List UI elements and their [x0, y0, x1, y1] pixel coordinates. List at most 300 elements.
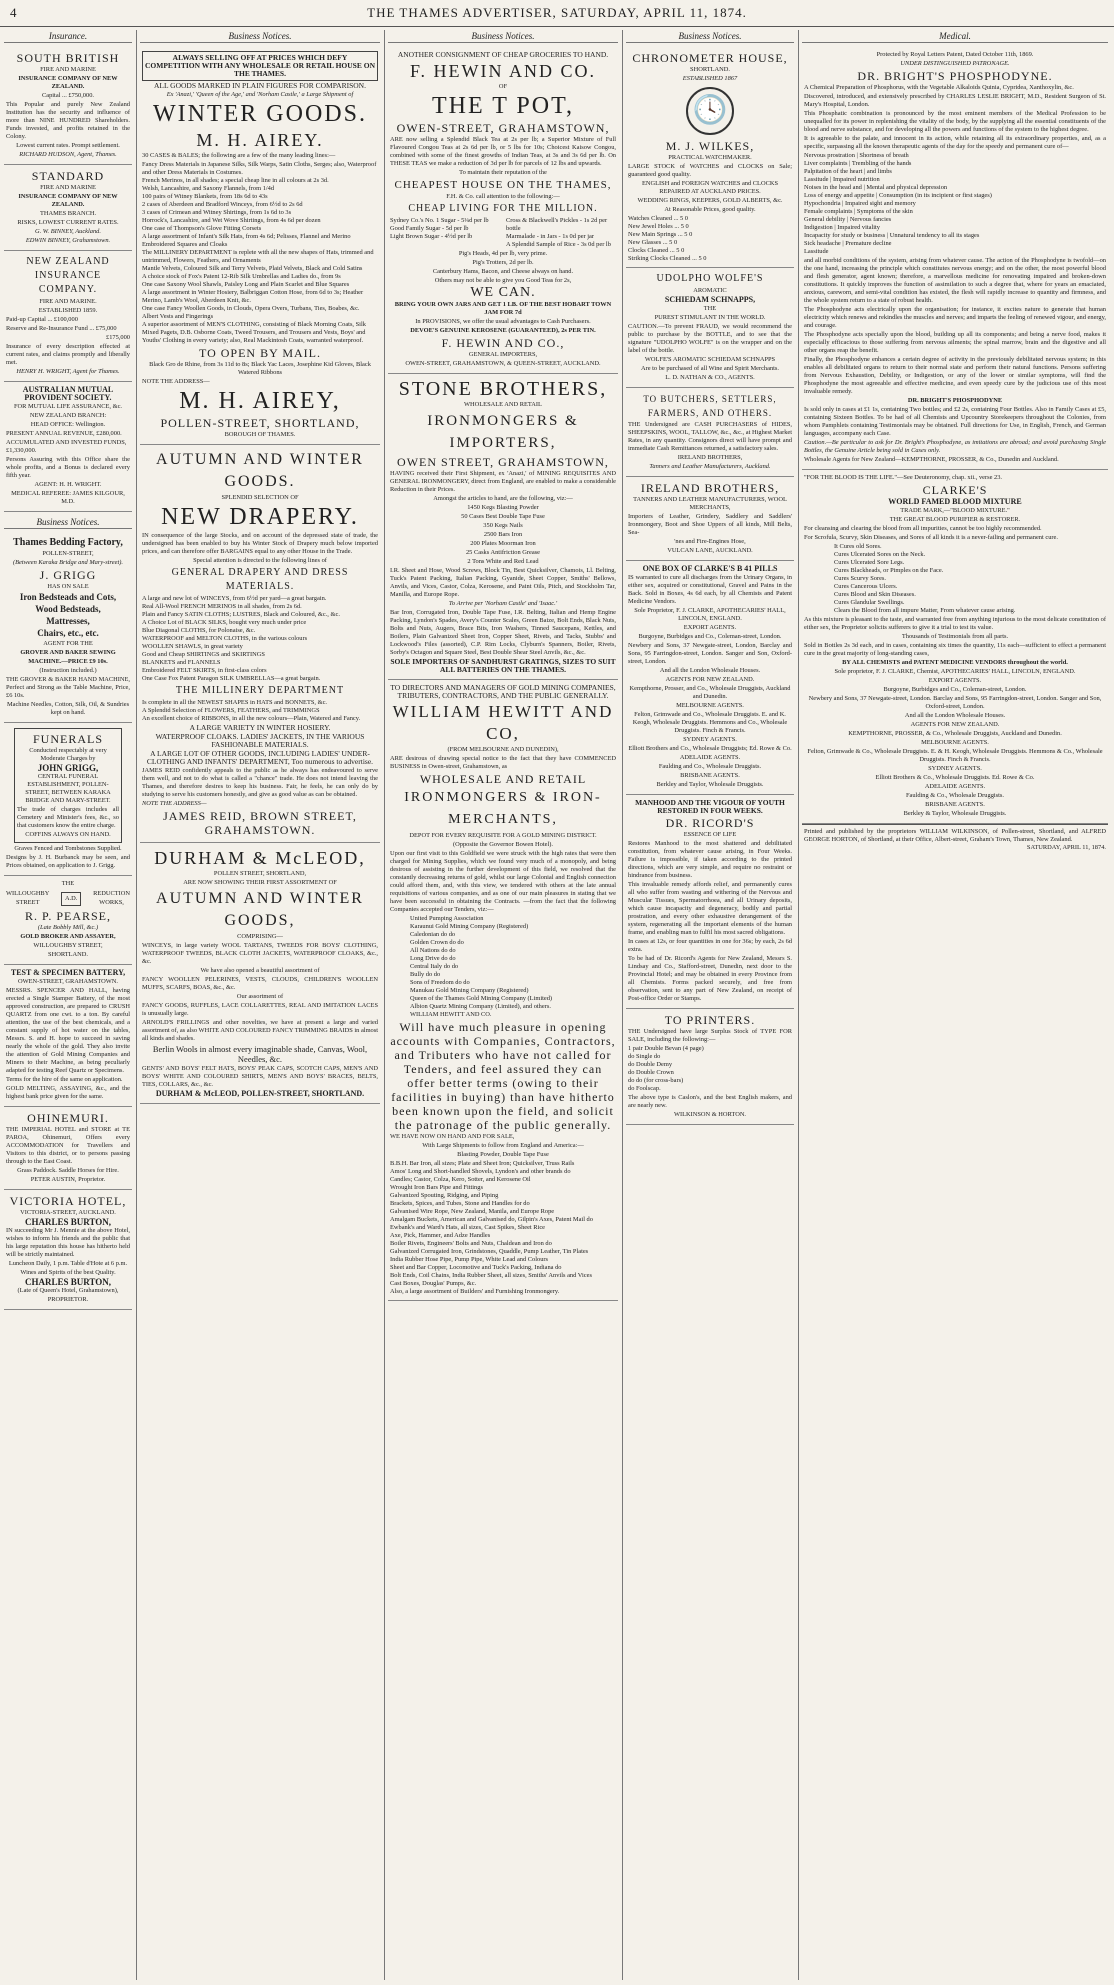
ad-line: BRING YOUR OWN JARS AND GET 1 LB. OF THE BEST HOBART TOWN JAM FOR 7d — [394, 301, 612, 316]
list-item: Golden Crown do do — [410, 939, 464, 946]
ad-body: Is sold only in cases at £1 1s, containing Two bottles; and £2 2s, containing Four Bottles. Also in Family Cases at £5, containing Sixteen Bottles. To be had of all Chemists and Upcountry Storekeepers throughout the Colonies, from whom Pamphlets containing Testimonials may be obtained. Full directions for Use, in English, French, and German languages, accompany each Case. — [804, 406, 1106, 437]
ad-line: And all the London Wholesale Houses. — [904, 712, 1006, 719]
ad-title: F. HEWIN AND CO., — [441, 336, 565, 350]
ad-title: FUNERALS — [32, 732, 103, 746]
ad-line: Grass Paddock. Saddle Horses for Hire. — [17, 1167, 119, 1174]
ad-title: TO PRINTERS. — [664, 1013, 756, 1027]
ad-line: Burgoyne, Burbidges and Co., Coleman-street, London. — [638, 633, 782, 640]
list-item: A Splendid Selection of FLOWERS, FEATHERS, and TRIMMINGS — [142, 707, 320, 714]
column-1 — [4, 30, 132, 1978]
list-item: do Double Crown — [628, 1069, 674, 1076]
ad-line: VICTORIA-STREET, AUCKLAND. — [20, 1209, 116, 1216]
list-item: An excellent choice of RIBBONS, in all the new colours—Plain, Watered and Fancy. — [142, 715, 361, 722]
ad-body: In cases at 12s, or four quantities in one for 36s; by each, 2s 6d extra. — [628, 938, 792, 953]
ad-line: Mattresses, — [46, 616, 90, 626]
ad-line: KEMPTHORNE, PROSSER, & Co., Wholesale Druggists, Auckland and Dunedin. — [848, 730, 1062, 737]
price-row: New Jewel Holes ... 5 0 — [628, 223, 689, 230]
ad-line: NEW ZEALAND BRANCH: — [29, 412, 107, 419]
ad-line: Canterbury Hams, Bacon, and Cheese always on hand. — [432, 268, 574, 275]
ad-line: OWEN-STREET, GRAHAMSTOWN, & QUEEN-STREET, AUCKLAND. — [405, 360, 601, 367]
column-5 — [802, 30, 1108, 1978]
section-heading: Insurance. — [4, 30, 132, 43]
ad-title: M. H. AIREY, — [179, 388, 341, 414]
list-item: Loss of energy and appetite | Consumption (in its incipient or first stages) — [804, 192, 992, 199]
funerals-box — [14, 728, 122, 843]
ad-line: Lowest current rates. Prompt settlement. — [16, 142, 120, 149]
ad-line: AGENTS FOR NEW ZEALAND. — [665, 676, 755, 683]
list-item: Palpitation of the heart | and limbs — [804, 168, 892, 175]
ad-line: MACHINE.—PRICE £9 10s. — [28, 658, 108, 665]
ad-line: TANNERS AND LEATHER MANUFACTURERS, WOOL MERCHANTS, — [633, 496, 787, 511]
ad-line: THE GREAT BLOOD PURIFIER & RESTORER. — [889, 516, 1021, 523]
ad-line: TO OPEN BY MAIL. — [198, 346, 321, 360]
section-heading: Business Notices. — [140, 30, 380, 43]
list-item: One case Fancy Woollen Goods, in Clouds, Opera Overs, Turbans, Ties, Boabes, &c. — [142, 305, 360, 312]
newspaper-title: THE THAMES ADVERTISER, SATURDAY, APRIL 11, 1874. — [367, 5, 747, 20]
ad-line: Wines and Spirits of the best Quality. — [20, 1269, 116, 1276]
ad-line: Luncheon Daily, 1 p.m. Table d'Hote at 6 p.m. — [8, 1260, 128, 1267]
ad-line: Elliott Brothers & Co., Wholesale Druggists. Ed. Rowe & Co. — [875, 774, 1035, 781]
list-item: Liver complaints | Trembling of the hands — [804, 160, 912, 167]
ad-ireland-brothers — [626, 477, 794, 561]
list-item: A large assortment of Infant's Silk Hats, from 4s 6d; Pelisses, Flannel and Merino Embroidered Squares and Cloaks — [142, 233, 351, 248]
price-table — [390, 217, 616, 249]
ad-body: Importers of Leather, Grindery, Saddlery and Saddlers' Ironmongery, Boot and Shoe Uppers of all kinds, Mill Belts, Sea- — [628, 513, 792, 536]
list-item: do Foolscap. — [628, 1085, 661, 1092]
ad-standard — [4, 165, 132, 251]
ad-line: OWEN STREET, GRAHAMSTOWN, — [397, 455, 609, 469]
stock-list — [390, 1160, 616, 1296]
ad-title: STANDARD — [31, 169, 105, 183]
ad-line: SYDNEY AGENTS. — [683, 736, 737, 743]
list-item: Welsh, Lancashire, and Saxony Flannels, from 1/4d — [142, 185, 275, 192]
column-4 — [626, 30, 794, 1978]
ad-title: AUTUMN AND WINTER GOODS, — [156, 890, 364, 929]
ad-line: CHARLES BURTON, — [24, 1277, 112, 1287]
list-item: Cures Blood and Skin Diseases. — [834, 591, 916, 598]
ad-line: £175,000 — [106, 334, 130, 341]
ad-line: Conducted respectably at very Moderate Charges by — [29, 747, 107, 762]
ad-line: ESSENCE OF LIFE — [683, 831, 737, 838]
list-item: One Case Fox Patent Paragon SILK UMBRELLAS—a great bargain. — [142, 675, 321, 682]
ad-line: In PROVISIONS, we offer the usual advantages to Cash Purchasers. — [415, 318, 591, 325]
ad-title: DURHAM & McLEOD, — [154, 848, 366, 868]
list-item: India Rubber Hose Pipe, Pump Pipe, White Lead and Colours — [390, 1256, 549, 1263]
list-item: Cures Ulcerated Sore Legs. — [834, 559, 905, 566]
list-item: One case of Thompson's Glove Fitting Corsets — [142, 225, 262, 232]
ad-line: IRELAND BROTHERS, — [677, 454, 743, 461]
ad-line: To maintain their reputation of the — [459, 169, 547, 176]
ad-line: L. D. NATHAN & CO., AGENTS. — [665, 374, 755, 381]
ad-line: BOROUGH OF THAMES. — [224, 431, 296, 438]
ad-body: GOLD MELTING, ASSAYING, &c., and the highest bank price given for the same. — [6, 1085, 130, 1100]
list-item: 25 Casks Antifriction Grease — [465, 549, 540, 556]
ad-title: NEW DRAPERY. — [161, 504, 359, 530]
ad-airey-winter-goods — [140, 47, 380, 445]
ad-line: Kempthorne, Prosser, and Co., Wholesale Druggists, Auckland and Dunedin. — [629, 685, 791, 700]
ad-line: Sole proprietor, F. J. CLARKE, Chemist, APOTHECARIES' HALL, LINCOLN, ENGLAND. — [834, 668, 1076, 675]
ad-line: Protected by Royal Letters Patent, Dated October 11th, 1869. — [876, 51, 1034, 58]
ad-line: (Instruction included.) — [39, 667, 97, 674]
ad-line: Felton, Grimwade & Co., Wholesale Druggists. E. & H. Keogh, Wholesale Druggists. Hemmons & Co., Wholesale Druggists. Finch & Francis. — [807, 748, 1103, 763]
ad-line: COFFINS ALWAYS ON HAND. — [25, 831, 111, 838]
ad-body: Insurance of every description effected at current rates, and claims promptly and liberally met. — [6, 343, 130, 366]
ad-line: Newbery and Sons, 37 Newgate-street, London. Barclay and Sons, 95 Farringdon-street, London. Sanger and Son, Oxford-street, London. — [808, 695, 1102, 710]
ad-line: DEPOT FOR EVERY REQUISITE FOR A GOLD MINING DISTRICT. — [409, 832, 597, 839]
price-column — [506, 217, 616, 249]
list-item: General debility | Nervous fancies — [804, 216, 892, 223]
ad-body: This Phosphatic combination is pronounced by the most eminent members of the Medical Profession to be unequalled for its power in replenishing the vitality of the body, by the supplying all the essential constituents of the blood and nerve substance, and for developing all the powers and functions of the system to the highest degree. — [804, 110, 1106, 133]
ad-south-british — [4, 47, 132, 165]
ad-title: Will have much pleasure in opening accounts with Companies, Contractors, and Tributers who have not called for Tenders, and feel assured they can offer better terms (owing to their facilities in buying) than have hitherto been known upon the field, and solicit the patronage of the public generally. — [390, 1020, 616, 1132]
list-item: Good and Cheap SHIRTINGS and SKIRTINGS — [142, 651, 265, 658]
list-item: Albion Quartz Mining Company (Limited), and others. — [410, 1003, 551, 1010]
ad-line: OF — [498, 83, 508, 90]
list-item: Blue Diagonal CLOTHS, for Polonaise, &c. — [142, 627, 256, 634]
ad-line: BRISBANE AGENTS. — [680, 772, 740, 779]
ad-line: Chairs, etc., etc. — [37, 628, 99, 638]
ad-body: The Phosphodyne acts electrically upon the organisation; for instance, it excites nature to generate that human electricity which renews and rekindles the muscles and nerves; and imparts the feeling of renewed vigour, and energy, and courage. — [804, 306, 1106, 329]
list-item: Mantle Velvets, Coloured Silk and Terry Velvets, Plaid Velvets, Black and Cold Satins — [142, 265, 363, 272]
ad-line: POLLEN-STREET, SHORTLAND, — [160, 416, 360, 430]
list-item: WATERPROOF and MELTON CLOTHS, in the various colours — [142, 635, 308, 642]
column-rule — [136, 30, 137, 1980]
ad-line: ENGLISH and FOREIGN WATCHES and CLOCKS REPAIRED AT AUCKLAND PRICES. — [641, 180, 779, 195]
ad-line: HAS ON SALE — [47, 583, 89, 590]
works-banner — [6, 889, 130, 908]
list-item: Long Drive do do — [410, 955, 456, 962]
ad-title: CHRONOMETER HOUSE, — [632, 51, 788, 65]
ad-line: WATERPROOF CLOAKS. LADIES' JACKETS, IN THE VARIOUS FASHIONABLE MATERIALS. — [155, 732, 365, 749]
ad-ricord-essence — [626, 795, 794, 1009]
ad-line: J. GRIGG — [39, 568, 97, 582]
ad-body: This Popular and purely New Zealand Institution has the security and influence of more than NINE HUNDRED Shareholders. Funds invested, and profits retained in the Colony. — [6, 101, 130, 140]
list-item: A superior assortment of MEN'S CLOTHING, consisting of Black Morning Coats, Silk Mixed Pagets, D.B. Osborne Coats, Tweed Trousers, and Trousers and Vests, Boys' and Youths' Clothing in every variety; also, Real Mackintosh Coats, warranted waterproof. — [142, 321, 366, 344]
ad-line: POLLEN STREET, SHORTLAND, — [213, 870, 307, 877]
ad-line: Our assortment of — [236, 993, 284, 1000]
list-item: do Double Demy — [628, 1061, 673, 1068]
list-item: Amos' Long and Short-handled Shovels, Lyndon's and other brands do — [390, 1168, 571, 1175]
list-item: WOOLLEN SHAWLS, in great variety — [142, 643, 243, 650]
works-box-label: A.D. — [61, 892, 81, 906]
imprint-date: SATURDAY, APRIL 11, 1874. — [1026, 844, 1106, 851]
repair-price-list — [628, 215, 792, 263]
ad-line: VULCAN LANE, AUCKLAND. — [667, 547, 753, 554]
ad-wolfe-schnapps — [626, 268, 794, 388]
type-list — [628, 1045, 792, 1093]
list-item: Galvanised Wire Rope, New Zealand, Manila, and Europe Rope — [390, 1208, 555, 1215]
ad-line: EXPORT AGENTS. — [928, 677, 982, 684]
ad-title: IRONMONGERS & IRON-MERCHANTS, — [404, 790, 602, 827]
list-item: Noises in the head and | Mental and physical depression — [804, 184, 948, 191]
ad-line: SPLENDID SELECTION OF — [221, 494, 299, 501]
list-item: 2 cases of Aberdeen and Bradford Winceys, from 6½d to 2s 6d — [142, 201, 303, 208]
ad-title: SOUTH BRITISH — [16, 51, 120, 65]
column-rule — [798, 30, 799, 1980]
list-item: 1 pair Double Bevan (4 page) — [628, 1045, 704, 1052]
ad-banner: ALWAYS SELLING OFF AT PRICES WHICH DEFY COMPETITION WITH ANY WHOLESALE OR RETAIL HOUSE ON THE THAMES. — [142, 51, 378, 81]
ad-title: WHOLESALE AND RETAIL — [419, 772, 587, 786]
ad-body: MESSRS. SPENCER AND HALL, having erected a Single Stamper Battery, of the most approved construction, are prepared to CRUSH QUARTZ from one cwt. to a ton. By careful attention, the use of the best chemicals, and a constant supply of hot water on the tables, Messrs. S. and H. hope to succeed in saving nearly the whole of the gold. They also invite the attention of Gold Mining Companies and Miners to their Machine, as being peculiarly adapted for testing Reef Quartz or Specimens. — [6, 987, 130, 1074]
list-item: Manukau Gold Mining Company (Registered) — [410, 987, 529, 994]
list-item: Lassitude — [804, 248, 829, 255]
list-item: 350 Kegs Nails — [483, 522, 523, 529]
ad-body: Caution.—Be particular to ask for Dr. Bright's Phosphodyne, as imitations are abroad; and avoid purchasing Single Bottles, the Genuine Article being sold in Cases only. — [804, 439, 1106, 454]
ad-line: BRISBANE AGENTS. — [925, 801, 985, 808]
list-item: 2 Tons White and Red Lead — [467, 558, 539, 565]
ad-body: ARE desirous of drawing special notice to the fact that they have COMMENCED BUSINESS in Owen-street, Grahamstown, as — [390, 755, 616, 770]
ad-title: TO BUTCHERS, SETTLERS, FARMERS, AND OTHERS. — [643, 394, 777, 418]
ad-line: And all the London Wholesale Houses. — [659, 667, 761, 674]
ad-line: Amongst the articles to hand, are the following, viz:— — [433, 495, 573, 502]
list-item: Lassitude | Impaired nutrition — [804, 176, 880, 183]
price-row: Watches Cleaned ... 5 0 — [628, 215, 688, 222]
list-item: A choice stock of Fox's Patent 12-Rib Silk Umbrellas and Ladies do., from 9s — [142, 273, 341, 280]
reid-millinery-list — [142, 699, 378, 723]
ad-line: A LARGE VARIETY IN WINTER HOSIERY. — [189, 723, 331, 732]
ad-body: Upon our first visit to this Goldfield we were struck with the high rates that were then charged for Mining Supplies, which we found very much of a monopoly, and being desirous of assisting in the further development of this field, we resolved that the constantly decreasing returns of gold, whilst our large Colonial and English connection could afford them, and, with this view, we tendered with others at the late annual requisitions of various companies, and as one of our main pleasures in stating that we have been successful in obtaining the Contracts. —from the fact that the following Companies accepted our Tenders, viz:— — [390, 850, 616, 913]
ad-line: ARE NOW SHOWING THEIR FIRST ASSORTMENT OF — [183, 879, 337, 886]
list-item: Sick headache | Premature decline — [804, 240, 892, 247]
list-item: Indigestion | Impaired vitality — [804, 224, 880, 231]
ad-subtitle: CHEAP LIVING FOR THE MILLION. — [408, 203, 598, 214]
ad-line: DURHAM & McLEOD, POLLEN-STREET, SHORTLAND. — [155, 1089, 365, 1098]
ad-title: WINTER GOODS. — [153, 101, 367, 127]
list-item: 100 pairs of Witney Blankets, from 18s 6d to 43s — [142, 193, 268, 200]
ad-line: HEAD OFFICE: Wellington. — [30, 421, 106, 428]
ad-line: RISKS, LOWEST CURRENT RATES. — [17, 219, 119, 226]
ad-line: WILLOUGHBY STREET, — [33, 942, 103, 949]
ad-line: Sole Proprietor, F. J. CLARKE, APOTHECARIES' HALL, LINCOLN, ENGLAND. — [634, 607, 786, 622]
ad-line: Berlin Wools in almost every imaginable shade, Canvas, Wool, Needles, &c. — [152, 1044, 368, 1064]
ad-line: AROMATIC — [693, 287, 727, 294]
ad-line: F.H. & Co. call attention to the following:— — [446, 193, 560, 200]
printer-imprint — [802, 824, 1108, 855]
list-item: Albert Vests and Fingerings — [142, 313, 214, 320]
ad-line: PRESENT ANNUAL REVENUE, £280,000. — [6, 430, 122, 437]
ad-line: At Reasonable Prices, good quality. — [664, 206, 756, 213]
ad-line: FIRE AND MARINE — [40, 66, 96, 73]
ad-clarke-blood-mixture — [802, 470, 1108, 824]
ad-body: The trade of charges includes all Cemetery and Minister's fees, &c., so that customers know the entire charge. — [17, 806, 119, 829]
ad-body: For Scrofula, Scurvy, Skin Diseases, and Sores of all kinds it is a never-failing and permanent cure. — [804, 534, 1058, 541]
list-item: Bolt Ends, Coil Chains, India Rubber Sheet, all sizes, Smiths' Anvils and Vices — [390, 1272, 592, 1279]
ad-body: I.R. Sheet and Hose, Wood Screws, Block Tin, Best Quicksilver, Chamois, Ll. Belting, Tuck's Patent Packing, Italian Packing, Gyanide, Sheet Copper, Smiths' Bellows, Anvils, and Vices, Castor, Colza, Kerosene, and Paint Oils, Pitch, and Stockholm Tar, Manilla, and Europe Rope. — [390, 567, 616, 598]
ad-subtitle: CHEAPEST HOUSE ON THE THAMES, — [394, 179, 612, 191]
ad-body: HAVING received their First Shipment, ex 'Anazi,' of MINING REQUISITES AND GENERAL IRONMONGERY, direct from England, are enabled to make a considerable Reduction in their Prices. — [390, 470, 616, 493]
ad-line: Others may not be able to give you Good Teas for 2s, — [434, 277, 572, 284]
ad-title: Thames Bedding Factory, — [13, 537, 123, 548]
ad-signature: HENRY H. WRIGHT, Agent for Thames. — [16, 368, 120, 375]
ad-body: THE IMPERIAL HOTEL and STORE at TE PAROA, Ohinemuri, Offers every ACCOMMODATION for Travellers and Visitors to this district, or to persons passing through to the East Coast. — [6, 1126, 130, 1165]
ad-line: WEDDING RINGS, KEEPERS, GOLD ALBERTS, &c. — [637, 197, 783, 204]
list-item: Cures Scurvy Sores. — [834, 575, 887, 582]
ad-line: MELBOURNE AGENTS. — [676, 702, 744, 709]
ad-line: UNDER DISTINGUISHED PATRONAGE. — [900, 60, 1010, 67]
ad-line: AGENTS FOR NEW ZEALAND. — [910, 721, 1000, 728]
list-item: Queen of the Thames Gold Mining Company (Limited) — [410, 995, 553, 1002]
masthead — [0, 0, 1114, 27]
ad-line: NOTE THE ADDRESS— — [142, 378, 210, 385]
list-item: Cures Cancerous Ulcers. — [834, 583, 898, 590]
ad-line: INSURANCE COMPANY OF NEW ZEALAND. — [18, 193, 118, 208]
list-item: Amalgam Buckets, American and Galvanised do, Gilpin's Axes, Patent Mail do — [390, 1216, 593, 1223]
list-item: United Pumping Association — [410, 915, 484, 922]
ad-line: Wood Bedsteads, — [35, 604, 101, 614]
ad-line: Reserve and Re-Insurance Fund ... £75,000 — [6, 325, 117, 332]
ad-body: Restores Manhood to the most shattered and debilitated constitution, from whatever cause arising, in Four Weeks. Failure is impossible, if taken according to the printed directions, which are very simple, and require no restraint or hindrance from business. — [628, 840, 792, 879]
ad-line: REDUCTION — [93, 890, 130, 897]
ad-line: Graves Fenced and Tombstones Supplied. — [14, 845, 122, 852]
ad-line: JOHN GRIGG, — [37, 763, 99, 773]
section-heading: Medical. — [802, 30, 1108, 43]
ad-line: SHORTLAND. — [690, 66, 730, 73]
ad-line: BY ALL CHEMISTS and PATENT MEDICINE VENDORS throughout the world. — [842, 659, 1068, 666]
ad-line: NOTE THE ADDRESS— — [142, 800, 207, 807]
ad-body: FANCY GOODS, RUFFLES, LACE COLLARETTES, REAL AND IMITATION LACES is unusually large. — [142, 1002, 378, 1017]
ad-body: WE HAVE NOW ON HAND AND FOR SALE, — [390, 1133, 515, 1140]
list-item: Plain and Fancy SATIN CLOTHS; LUSTRES, Black and Coloured, &c., &c. — [142, 611, 340, 618]
price-column — [390, 217, 500, 249]
list-item: A large and new lot of WINCEYS, from 6½d per yard—a great bargain. — [142, 595, 327, 602]
ad-title: M. J. WILKES, — [665, 139, 755, 153]
ad-line: OWEN-STREET, GRAHAMSTOWN, — [396, 121, 610, 135]
list-item: Cures Blackheads, or Pimples on the Face. — [834, 567, 944, 574]
reid-item-list — [142, 595, 378, 683]
ad-title: IRELAND BROTHERS, — [640, 481, 780, 495]
ad-subtitle: GENERAL DRAPERY AND DRESS MATERIALS. — [171, 567, 349, 592]
ad-subtitle: THE MILLINERY DEPARTMENT — [175, 685, 345, 696]
price-row: Light Brown Sugar - 4½d per lb — [390, 233, 473, 240]
ad-line: SHORTLAND. — [48, 951, 88, 958]
list-item: B.B.H. Bar Iron, all sizes; Plate and Sheet Iron; Quicksilver, Truss Rails — [390, 1160, 575, 1167]
ad-title: DR. BRIGHT'S PHOSPHODYNE. — [857, 69, 1053, 83]
column-2 — [140, 30, 380, 1978]
list-item: Caledonian do do — [410, 931, 456, 938]
ad-william-hewitt — [388, 680, 618, 1301]
list-item: WILLIAM HEWITT AND CO. — [410, 1011, 492, 1018]
ad-body: THE Undersigned have large Surplus Stock of TYPE FOR SALE, including the following:— — [628, 1028, 792, 1043]
ad-title: THE T POT, — [431, 93, 574, 119]
ad-line: Blasting Powder, Double Tape Fuse — [457, 1151, 549, 1158]
list-item: The MILLINERY DEPARTMENT is replete with all the new shapes of Hats, trimmed and untrimmed, Flowers, Feathers, and Ornaments — [142, 249, 374, 264]
ad-clarke-pills — [626, 561, 794, 795]
ad-line: COMPRISING— — [237, 933, 283, 940]
ad-line: Faulding & Co., Wholesale Druggists. — [905, 792, 1005, 799]
ad-line: Thousands of Testimonials from all parts. — [901, 633, 1009, 640]
ad-line: MELBOURNE AGENTS. — [921, 739, 989, 746]
ad-line: WORKS, — [99, 899, 124, 906]
ad-title: VICTORIA HOTEL, — [9, 1194, 127, 1208]
ad-line: SOLE IMPORTERS OF SANDHURST GRATINGS, SIZES TO SUIT ALL BATTERIES ON THE THAMES. — [390, 657, 616, 674]
ad-line: Elliott Brothers and Co., Wholesale Druggists; Ed. Rowe & Co. — [628, 745, 792, 752]
ad-title: R. P. PEARSE, — [24, 909, 112, 923]
list-item: Cures Glandular Swellings. — [834, 599, 905, 606]
ad-line: GOLD BROKER AND ASSAYER, — [20, 933, 116, 940]
column-rule — [384, 30, 385, 1980]
list-item: Cast Boxes, Douglas' Pumps, &c. — [390, 1280, 477, 1287]
list-item: Bully do do — [410, 971, 441, 978]
section-heading: Business Notices. — [388, 30, 618, 43]
ad-line: WILKINSON & HORTON. — [673, 1111, 747, 1118]
ad-line: Burgoyne, Burbidges and Co., Coleman-street, London. — [883, 686, 1027, 693]
ad-body: and all morbid conditions of the system, arising from whatever cause. The action of the Phosphodyne is twofold—on the one hand, increasing the principle which constitutes nervous energy; and on the other, the most powerful blood and flesh generator, agent known; therefore, a marvellous medicine for renovating impaired and broken-down constitutions. It quickly improves the function of assimilation to such a degree that, where for years an emaciated, anxious, careworn, and semi-vital condition has existed, the flesh will rapidly increase to quantity and firmness, and the whole system return to a state of robust health. — [804, 257, 1106, 304]
list-item: Sheet and Bar Copper, Locomotive and Tuck's Packing, Indiana do — [390, 1264, 562, 1271]
ad-line: CENTRAL FUNERAL ESTABLISHMENT, POLLEN-STREET, BETWEEN KARAKA BRIDGE AND MARY-STREET. — [25, 773, 111, 804]
ad-body: ARNOLD'S FRILLINGS and other novelties, we have at present a large and varied assortment of, as also WHITE AND COLOURED FANCY TRIMMING BRAIDS in almost all kinds and shades. — [142, 1019, 378, 1042]
price-row: Sydney Co.'s No. 1 Sugar - 5¼d per lb — [390, 217, 489, 224]
ad-line: 30 CASES & BALES; the following are a few of the many leading lines:— — [142, 152, 336, 159]
ad-body: IS warranted to cure all discharges from the Urinary Organs, in either sex, acquired or constitutional, Gravel and Pains in the Back. Sold in Boxes, 4s 6d each, by all Chemists and Patent Medicine Vendors. — [628, 574, 792, 605]
ad-title: IRONMONGERS & IMPORTERS, — [427, 413, 579, 451]
list-item: Axe, Pick, Hammer, and Adze Handles — [390, 1232, 491, 1239]
list-item: Ewbank's and Ward's Hats, all sizes, Cast Spikes, Sheet Rice — [390, 1224, 546, 1231]
ad-hewin-t-pot — [388, 47, 618, 374]
ad-body: WINCEYS, in large variety WOOL TARTANS, TWEEDS FOR BOYS' CLOTHING, WATERPROOF TWEEDS, BLACK CLOTH JACKETS, WATERPROOF CLOAKS, &c., &c. — [142, 942, 378, 965]
ad-funerals — [4, 723, 132, 876]
list-item: Fancy Dress Materials in Japanese Silks, Silk Warps, Satin Cloths, Serges; also, Waterproof and other Dress Materials in Costumes. — [142, 161, 377, 176]
ad-title: F. HEWIN AND CO. — [409, 61, 597, 81]
ad-line: Special attention is directed to the following lines of — [193, 557, 327, 564]
ad-durham-mcleod — [140, 843, 380, 1104]
ad-line: (Late Bobbly Mill, &c.) — [37, 924, 99, 931]
ad-line: PUREST STIMULANT IN THE WORLD. — [654, 314, 766, 321]
list-item: It Cures old Sores. — [834, 543, 882, 550]
list-item: Hypochondria | Impaired sight and memory — [804, 200, 916, 207]
ad-body: It is agreeable to the palate, and innocent in its action, while retaining all its extraordinary properties, and, as a specific, surpassing all the known therapeutic agents of the day for the speedy and permanent cure of— — [804, 135, 1106, 150]
ad-line: AGENT FOR THE — [43, 640, 93, 647]
ad-title: WILLIAM HEWITT AND CO, — [392, 702, 614, 743]
ad-body: For cleansing and clearing the blood from all impurities, cannot be too highly recommended. — [804, 525, 1042, 532]
ad-line: G. W. BINNEY, Auckland. — [35, 228, 101, 235]
ad-title: AUSTRALIAN MUTUAL PROVIDENT SOCIETY. — [22, 385, 114, 402]
section-heading: Business Notices. — [626, 30, 794, 43]
ad-line: GROVER AND BAKER SEWING — [20, 649, 116, 656]
ad-body: The above type is Caslon's, and the best English makers, and are nearly new. — [628, 1094, 792, 1109]
list-item: Clears the Blood from all impure Matter, From whatever cause arising. — [834, 607, 1016, 614]
ad-reduction-works — [4, 876, 132, 965]
ad-line: Pig's Heads, 4d per lb, very prime. — [458, 250, 548, 257]
list-item: 3 cases of Crimean and Witney Shirtings, from 1s 6d to 3s — [142, 209, 292, 216]
ad-test-battery — [4, 965, 132, 1107]
ad-victoria-hotel — [4, 1190, 132, 1310]
ad-title: WORLD FAMED BLOOD MIXTURE — [888, 497, 1022, 506]
price-row: New Glasses ... 5 0 — [628, 239, 678, 246]
ad-line: We have also opened a beautiful assortment of — [200, 967, 320, 974]
ad-amp-society — [4, 382, 132, 512]
ad-line: (Between Karaka Bridge and Mary-street). — [13, 559, 123, 566]
ad-body: Designs by J. H. Burbanck may be seen, and Prices obtained, on application to J. Grigg. — [6, 854, 130, 869]
ad-title: ONE BOX OF CLARKE'S B 41 PILLS — [642, 564, 778, 573]
ad-line: THE — [61, 880, 75, 887]
ad-ohinemuri — [4, 1107, 132, 1190]
ad-line: POLLEN-STREET, — [42, 550, 94, 557]
ad-body: To be had of Dr. Ricord's Agents for New Zealand, Messrs S. Lindsay and Co., Stafford-street, Dunedin, next door to the Provincial Hotel; and may be obtained in every Province from all Chemists. Forms packed securely, and free from observation, sent to any part of New Zealand, on receipt of Post-office Order or Stamps. — [628, 955, 792, 1002]
ad-body: THE Undersigned are CASH PURCHASERS of HIDES, SHEEPSKINS, WOOL, TALLOW, &c., &c., at Highest Market Rates, in any quantity. Consignors direct will have prompt and immediate Cash Remittances returned, a satisfactory sales. — [628, 421, 792, 452]
ad-body: The Phosphodyne acts specially upon the blood, building up all its components; and being a nerve food, makes it especially efficacious to those suffering from nervous ailments; the spinal marrow, brain and the digestive and all other organs reap the benefit. — [804, 331, 1106, 354]
ad-line: SCHIEDAM SCHNAPPS, — [664, 295, 756, 304]
ad-body: IN succeeding Mr J. Mennie at the above Hotel, wishes to inform his friends and the public that his large reputation this house has hitherto held will be strictly maintained. — [6, 1227, 130, 1258]
list-item: One case Saxony Wool Shawls, Paisley Long and Plain Scarlet and Blue Squares — [142, 281, 350, 288]
ad-line: THAMES BRANCH. — [39, 210, 97, 217]
ad-line: Machine Needles, Cotton, Silk, Oil, & Sundries kept on hand. — [6, 701, 130, 716]
list-item: Cures Ulcerated Sores on the Neck. — [834, 551, 926, 558]
list-item: Embroidered FELT SKIRTS, in first-class colors — [142, 667, 267, 674]
list-item: Sons of Freedom do do — [410, 979, 470, 986]
ad-body: A Chemical Preparation of Phosphorus, with the Vegetable Alkaloids Quinia, Cypridea, Xanthoxylin, &c. — [804, 84, 1074, 91]
column-rule — [622, 30, 623, 1980]
ad-body: Discovered, introduced, and extensively prescribed by CHARLES LESLIE BRIGHT, M.D., Resident Surgeon of St. Mary's Hospital, London. — [804, 93, 1106, 108]
